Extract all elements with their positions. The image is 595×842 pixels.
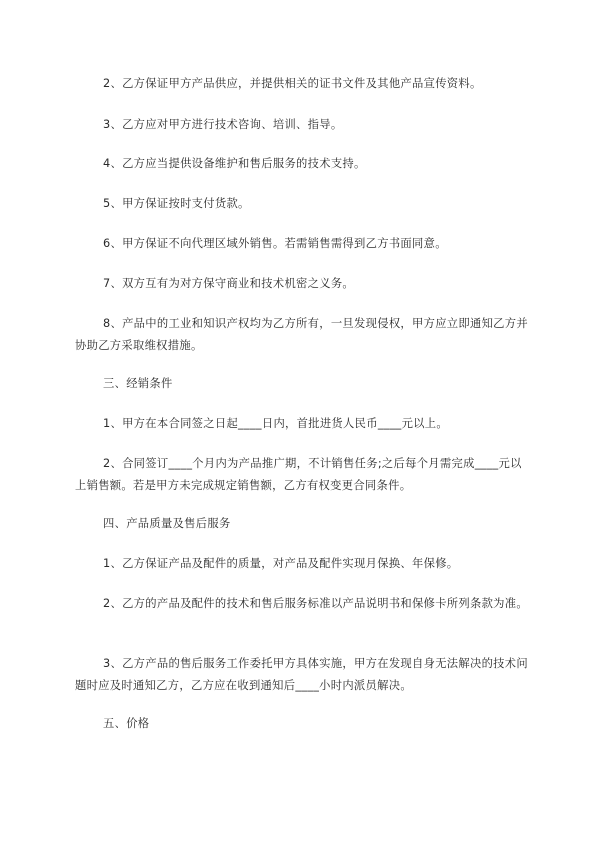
clause-7-confidentiality: 7、双方互有为对方保守商业和技术机密之义务。 [103, 277, 355, 290]
clause-6-region: 6、甲方保证不向代理区域外销售。若需销售需得到乙方书面同意。 [103, 237, 447, 250]
clause-4-maintenance: 4、乙方应当提供设备维护和售后服务的技术支持。 [103, 157, 366, 170]
section-heading-3: 三、经销条件 [103, 377, 173, 390]
clause-4-1-quality: 1、乙方保证产品及配件的质量，对产品及配件实现月保换、年保修。 [103, 557, 459, 570]
clause-5-payment: 5、甲方保证按时支付货款。 [103, 197, 250, 210]
section-heading-5: 五、价格 [103, 717, 150, 730]
clause-4-2-standard: 2、乙方的产品及配件的技术和售后服务标准以产品说明书和保修卡所列条款为准。 [103, 597, 528, 610]
clause-3-2-promotion: 2、合同签订____个月内为产品推广期，不计销售任务;之后每个月需完成____元以上销售额。若是甲方未完成规定销售额，乙方有权变更合同条件。 [75, 457, 522, 492]
clause-4-3-after-sales: 3、乙方产品的售后服务工作委托甲方具体实施，甲方在发现自身无法解决的技术问题时应及时通知乙方，乙方应在收到通知后____小时内派员解决。 [75, 657, 528, 692]
clause-8-ip: 8、产品中的工业和知识产权均为乙方所有，一旦发现侵权，甲方应立即通知乙方并协助乙方采取维权措施。 [75, 317, 528, 352]
clause-3-1-first-order: 1、甲方在本合同签之日起____日内，首批进货人民币____元以上。 [103, 417, 448, 430]
clause-2-supply: 2、乙方保证甲方产品供应，并提供相关的证书文件及其他产品宣传资料。 [103, 77, 482, 90]
clause-3-consulting: 3、乙方应对甲方进行技术咨询、培训、指导。 [103, 118, 343, 131]
section-heading-4: 四、产品质量及售后服务 [103, 517, 231, 530]
